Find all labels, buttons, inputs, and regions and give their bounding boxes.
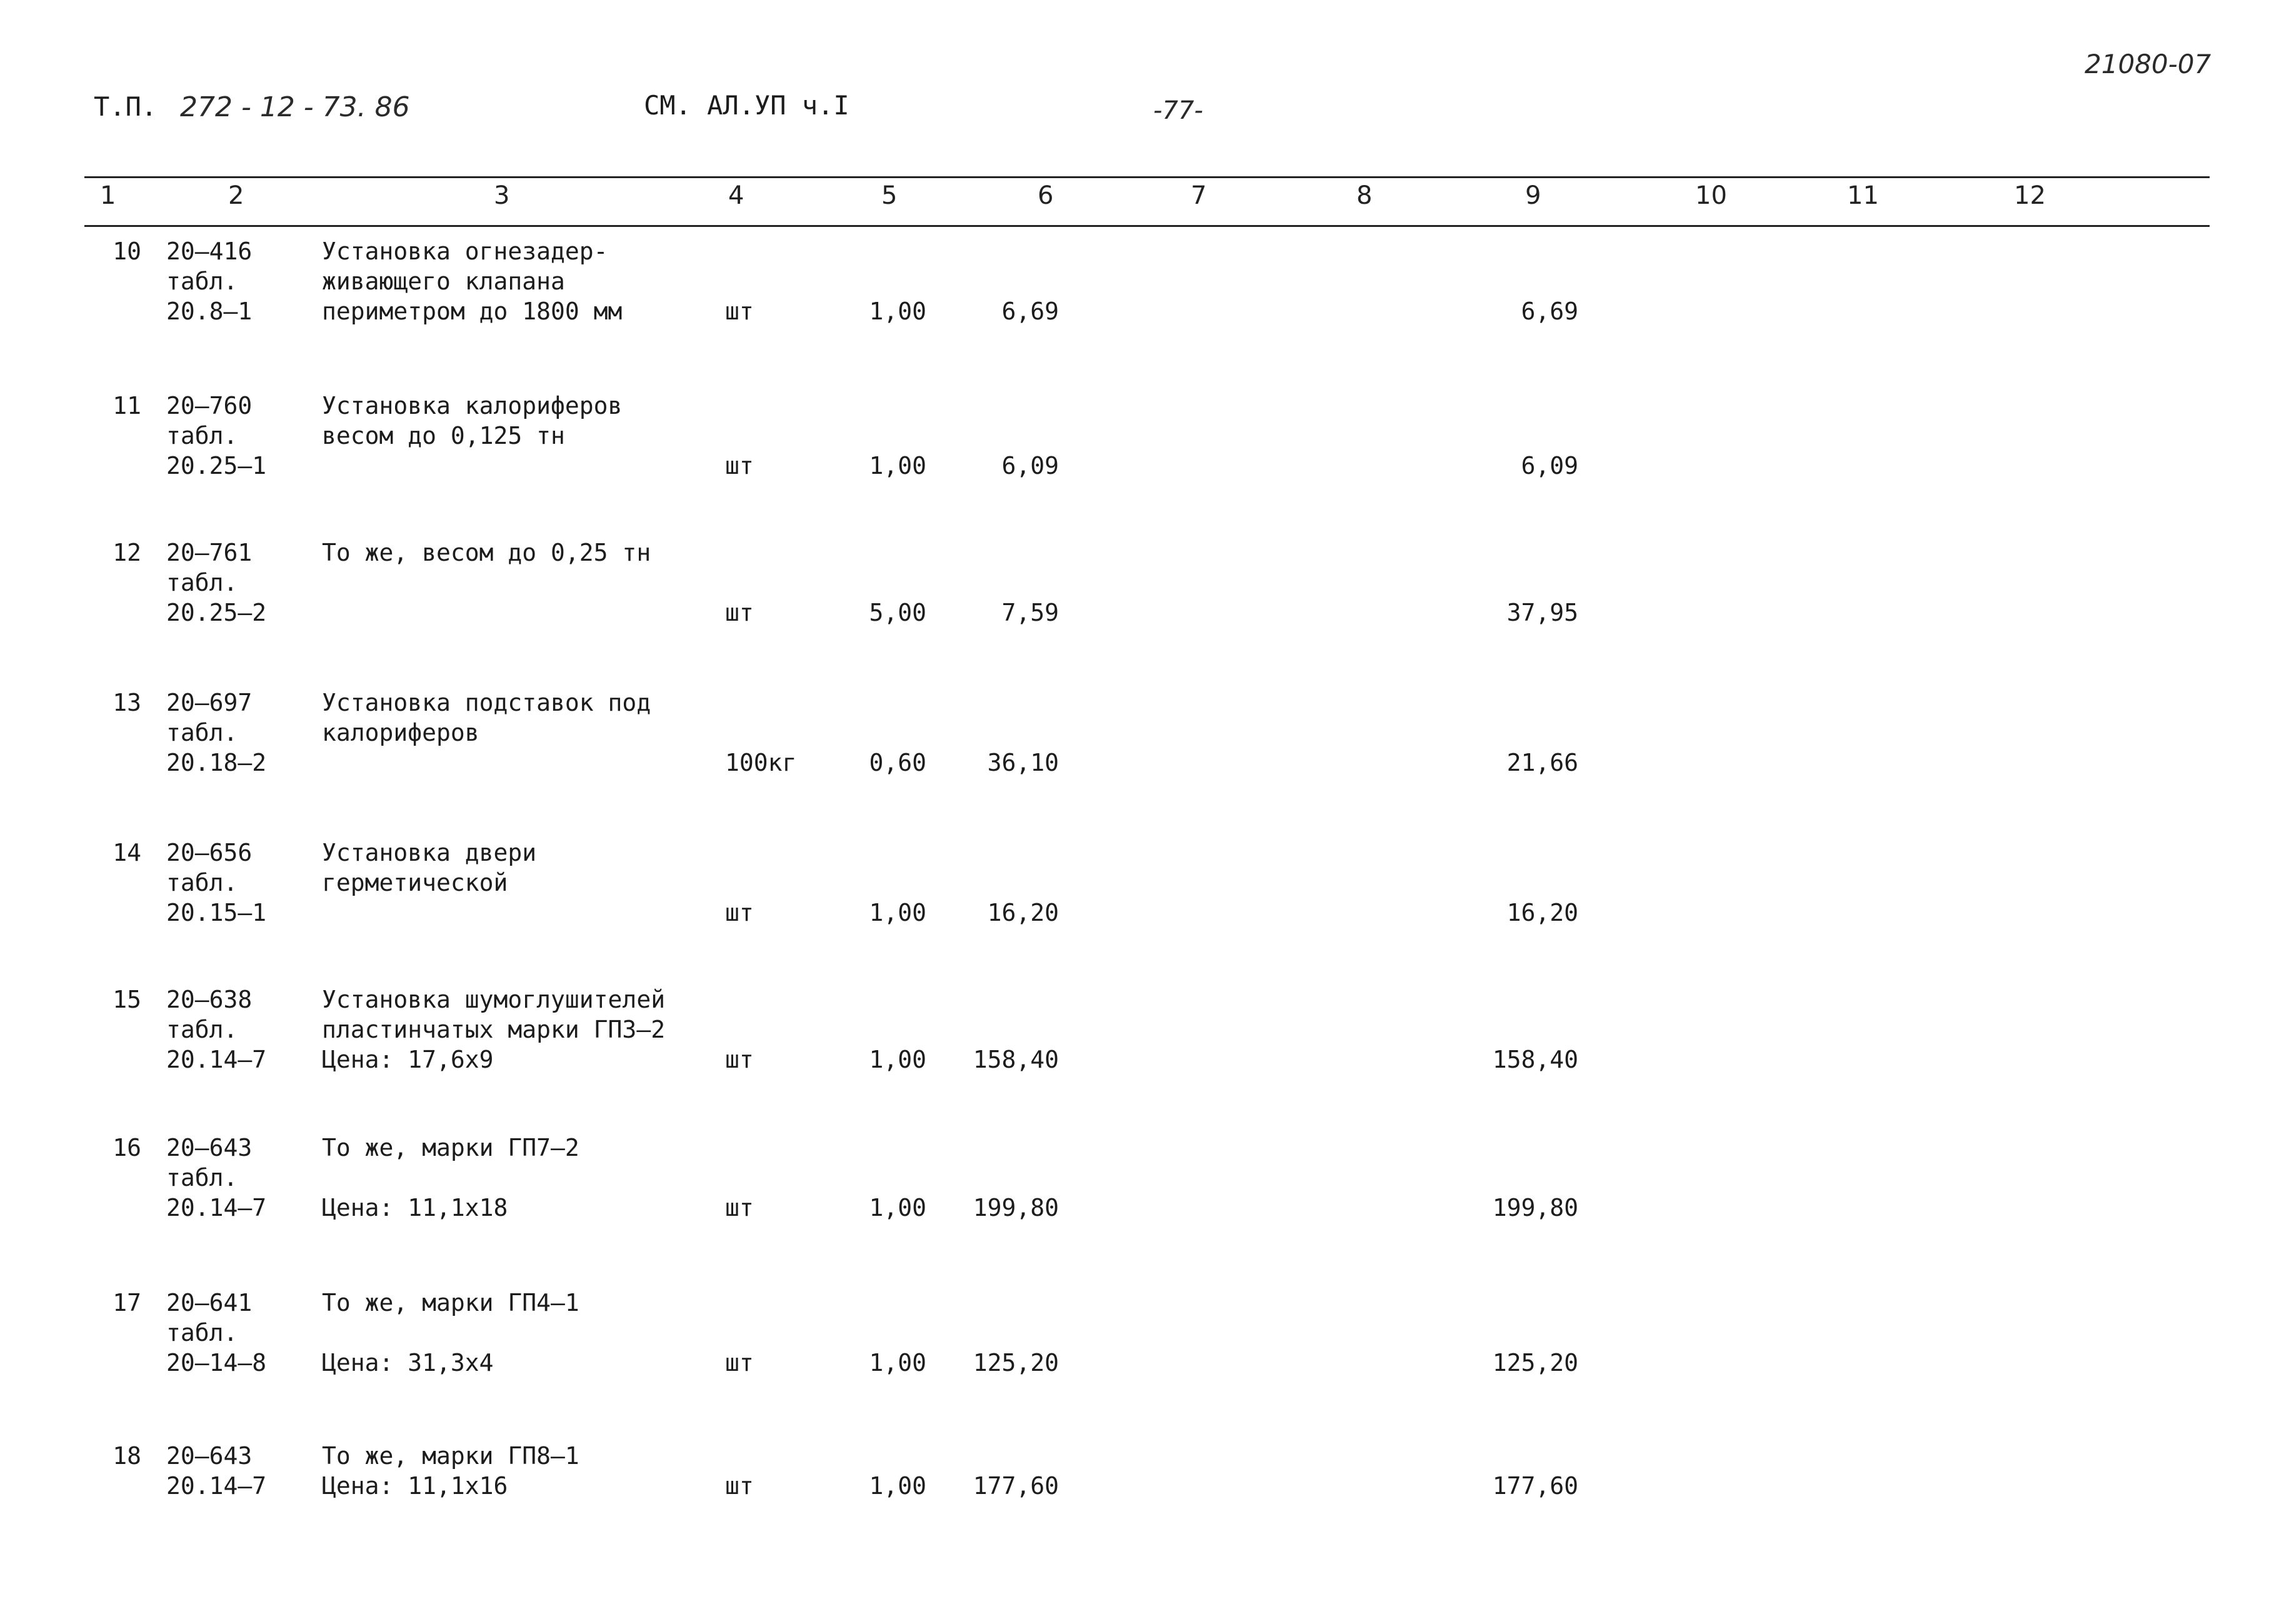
norm-code-line: 20–761 bbox=[166, 539, 253, 566]
column-number-12: 12 bbox=[2014, 181, 2046, 210]
norm-code-line: 20–416 bbox=[166, 238, 253, 265]
row-number: 10 bbox=[113, 238, 141, 265]
work-description-line: Цена: 11,1х16 bbox=[322, 1472, 508, 1500]
norm-code-line: 20–638 bbox=[166, 986, 253, 1013]
norm-code-line: табл. bbox=[166, 268, 238, 295]
quantity: 1,00 bbox=[869, 1349, 926, 1376]
work-description-line: Установка огнезадер- bbox=[322, 238, 608, 265]
norm-code-line: 20–760 bbox=[166, 392, 253, 419]
unit-price: 36,10 bbox=[987, 749, 1059, 776]
quantity: 1,00 bbox=[869, 1046, 926, 1073]
norm-code-line: 20–643 bbox=[166, 1134, 253, 1161]
column-number-1: 1 bbox=[100, 181, 116, 210]
unit: шт bbox=[725, 452, 754, 479]
total-amount: 125,20 bbox=[1492, 1349, 1578, 1376]
unit: шт bbox=[725, 599, 754, 626]
unit: 100кг bbox=[725, 749, 797, 776]
row-number: 13 bbox=[113, 689, 141, 716]
work-description-line: живающего клапана bbox=[322, 268, 565, 295]
norm-code-line: 20.25–1 bbox=[166, 452, 267, 479]
column-number-8: 8 bbox=[1356, 181, 1373, 210]
row-number: 14 bbox=[113, 839, 141, 866]
norm-code-line: табл. bbox=[166, 1016, 238, 1043]
work-description-line: герметической bbox=[322, 869, 508, 896]
quantity: 0,60 bbox=[869, 749, 926, 776]
work-description-line: периметром до 1800 мм bbox=[322, 298, 623, 325]
unit-price: 6,69 bbox=[1001, 298, 1059, 325]
column-number-4: 4 bbox=[728, 181, 744, 210]
column-number-9: 9 bbox=[1525, 181, 1541, 210]
norm-code-line: 20.8–1 bbox=[166, 298, 253, 325]
sheet-reference: СМ. АЛ.УП ч.I bbox=[644, 90, 849, 121]
norm-code-line: 20–697 bbox=[166, 689, 253, 716]
total-amount: 6,09 bbox=[1521, 452, 1578, 479]
unit-price: 7,59 bbox=[1001, 599, 1059, 626]
row-number: 17 bbox=[113, 1289, 141, 1316]
total-amount: 158,40 bbox=[1492, 1046, 1578, 1073]
work-description-line: весом до 0,125 тн bbox=[322, 422, 565, 449]
unit-price: 199,80 bbox=[973, 1194, 1059, 1221]
work-description-line: пластинчатых марки ГП3–2 bbox=[322, 1016, 666, 1043]
work-description-line: калориферов bbox=[322, 719, 479, 746]
work-description-line: Цена: 11,1х18 bbox=[322, 1194, 508, 1221]
quantity: 1,00 bbox=[869, 452, 926, 479]
norm-code-line: табл. bbox=[166, 569, 238, 596]
quantity: 1,00 bbox=[869, 1194, 926, 1221]
work-description-line: Установка подставок под bbox=[322, 689, 651, 716]
unit: шт bbox=[725, 1046, 754, 1073]
unit: шт bbox=[725, 1194, 754, 1221]
corner-code: 21080-07 bbox=[2085, 49, 2211, 79]
top-rule bbox=[84, 176, 2210, 178]
norm-code-line: 20.14–7 bbox=[166, 1472, 267, 1500]
quantity: 1,00 bbox=[869, 1472, 926, 1500]
norm-code-line: 20.18–2 bbox=[166, 749, 267, 776]
total-amount: 37,95 bbox=[1506, 599, 1578, 626]
column-number-5: 5 bbox=[881, 181, 898, 210]
page-number: -77- bbox=[1153, 96, 1203, 125]
total-amount: 177,60 bbox=[1492, 1472, 1578, 1500]
row-number: 11 bbox=[113, 392, 141, 419]
norm-code-line: 20–656 bbox=[166, 839, 253, 866]
total-amount: 16,20 bbox=[1506, 899, 1578, 926]
total-amount: 199,80 bbox=[1492, 1194, 1578, 1221]
row-number: 15 bbox=[113, 986, 141, 1013]
column-number-10: 10 bbox=[1695, 181, 1727, 210]
unit-price: 125,20 bbox=[973, 1349, 1059, 1376]
row-number: 18 bbox=[113, 1442, 141, 1470]
norm-code-line: 20–14–8 bbox=[166, 1349, 267, 1376]
unit: шт bbox=[725, 1349, 754, 1376]
norm-code-line: 20–641 bbox=[166, 1289, 253, 1316]
norm-code-line: табл. bbox=[166, 1319, 238, 1346]
unit-price: 158,40 bbox=[973, 1046, 1059, 1073]
work-description-line: То же, марки ГП8–1 bbox=[322, 1442, 579, 1470]
work-description-line: То же, марки ГП7–2 bbox=[322, 1134, 579, 1161]
unit: шт bbox=[725, 298, 754, 325]
norm-code-line: 20.14–7 bbox=[166, 1194, 267, 1221]
column-number-2: 2 bbox=[228, 181, 244, 210]
norm-code-line: 20.15–1 bbox=[166, 899, 267, 926]
tp-label: Т.П. bbox=[94, 91, 158, 122]
column-number-7: 7 bbox=[1191, 181, 1207, 210]
total-amount: 21,66 bbox=[1506, 749, 1578, 776]
unit: шт bbox=[725, 1472, 754, 1500]
unit: шт bbox=[725, 899, 754, 926]
work-description-line: Установка двери bbox=[322, 839, 537, 866]
quantity: 5,00 bbox=[869, 599, 926, 626]
row-number: 16 bbox=[113, 1134, 141, 1161]
norm-code-line: табл. bbox=[166, 1164, 238, 1191]
column-number-11: 11 bbox=[1847, 181, 1879, 210]
work-description-line: Цена: 17,6х9 bbox=[322, 1046, 494, 1073]
norm-code-line: табл. bbox=[166, 719, 238, 746]
column-number-3: 3 bbox=[494, 181, 510, 210]
quantity: 1,00 bbox=[869, 298, 926, 325]
norm-code-line: 20.14–7 bbox=[166, 1046, 267, 1073]
document-number: 272 - 12 - 73. 86 bbox=[180, 91, 410, 123]
norm-code-line: табл. bbox=[166, 869, 238, 896]
norm-code-line: табл. bbox=[166, 422, 238, 449]
unit-price: 177,60 bbox=[973, 1472, 1059, 1500]
work-description-line: То же, весом до 0,25 тн bbox=[322, 539, 651, 566]
work-description-line: Установка шумоглушителей bbox=[322, 986, 666, 1013]
norm-code-line: 20–643 bbox=[166, 1442, 253, 1470]
norm-code-line: 20.25–2 bbox=[166, 599, 267, 626]
quantity: 1,00 bbox=[869, 899, 926, 926]
row-number: 12 bbox=[113, 539, 141, 566]
total-amount: 6,69 bbox=[1521, 298, 1578, 325]
column-number-6: 6 bbox=[1038, 181, 1054, 210]
work-description-line: То же, марки ГП4–1 bbox=[322, 1289, 579, 1316]
unit-price: 6,09 bbox=[1001, 452, 1059, 479]
unit-price: 16,20 bbox=[987, 899, 1059, 926]
header-rule bbox=[84, 225, 2210, 227]
work-description-line: Цена: 31,3х4 bbox=[322, 1349, 494, 1376]
work-description-line: Установка калориферов bbox=[322, 392, 623, 419]
